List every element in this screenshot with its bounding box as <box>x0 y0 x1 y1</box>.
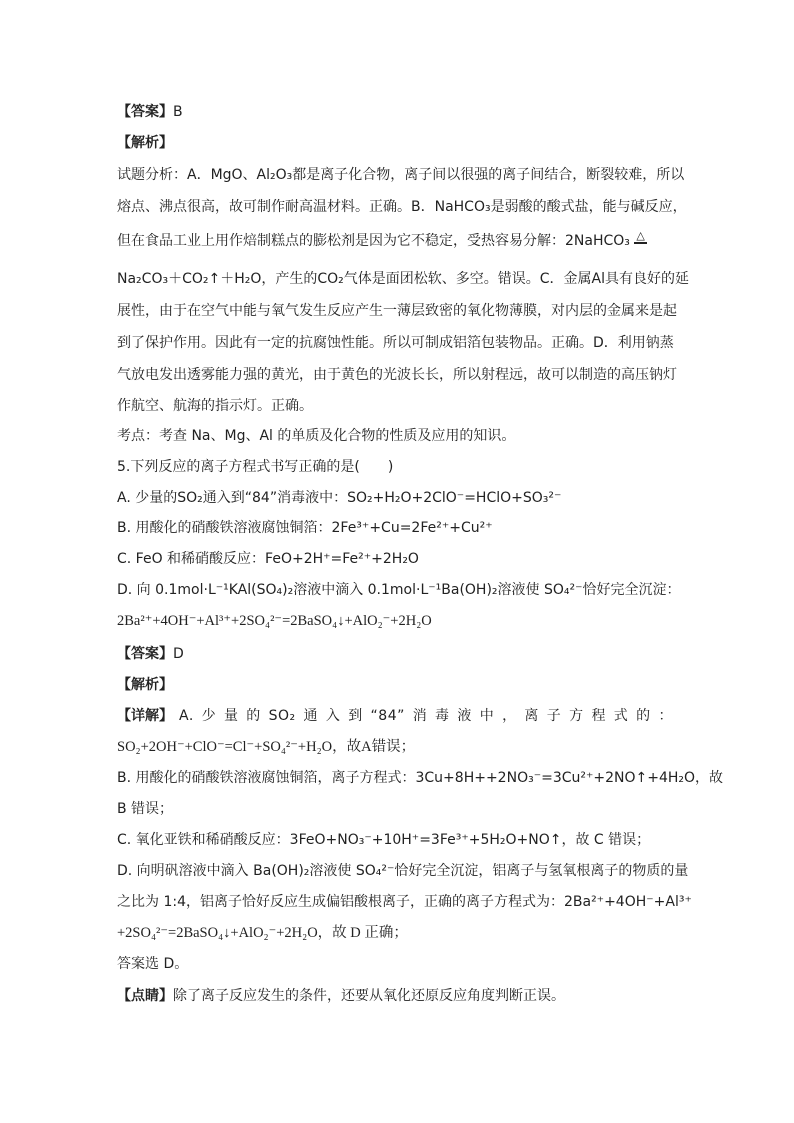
analysis-line: 展性，由于在空气中能与氧气发生反应产生一薄层致密的氧化物薄膜，对内层的金属来是起 <box>117 303 677 319</box>
detail-text: A.少量的SO₂通入到“84”消毒液中，离子方程式的： <box>179 708 673 724</box>
analysis-line: 气放电发出透雾能力强的黄光，由于黄色的光波长长，所以射程远，故可以制造的高压钠灯 <box>117 367 677 383</box>
detail-tag: 【详解】 <box>117 708 173 724</box>
option-b: B. 用酸化的硝酸铁溶液腐蚀铜箔：2Fe³⁺+Cu=2Fe²⁺+Cu²⁺ <box>117 520 493 536</box>
detail-line <box>117 706 673 726</box>
answer-line <box>117 644 184 664</box>
analysis-line: 作航空、航海的指示灯。正确。 <box>117 398 313 414</box>
analysis-line: 到了保护作用。因此有一定的抗腐蚀性能。所以可制成铝箔包装物品。正确。D．利用钠蒸 <box>117 335 674 351</box>
detail-line: C. 氧化亚铁和稀硝酸反应：3FeO+NO₃⁻+10H⁺=3Fe³⁺+5H₂O+NO↑，故 C 错误； <box>117 832 651 848</box>
note-line <box>117 986 565 1006</box>
answer-tag: 【答案】 <box>117 646 173 662</box>
detail-line: +2SO₄²⁻=2BaSO₄↓+AlO₂⁻+2H₂O，故 D 正确； <box>117 925 408 941</box>
detail-line: D. 向明矾溶液中滴入 Ba(OH)₂溶液使 SO₄²⁻恰好完全沉淀，铝离子与氢氧根离子的物质的量 <box>117 863 689 879</box>
detail-line: B 错误； <box>117 801 174 817</box>
analysis-line: 熔点、沸点很高，故可制作耐高温材料。正确。B．NaHCO₃是弱酸的酸式盐，能与碱反应， <box>117 199 687 215</box>
analysis-text: 但在食品工业上用作焙制糕点的膨松剂是因为它不稳定，受热容易分解：2NaHCO₃ <box>117 233 630 249</box>
analysis-tag: 【解析】 <box>117 135 173 151</box>
detail-line: SO₂+2OH⁻+ClO⁻=Cl⁻+SO₄²⁻+H₂O，故A错误； <box>117 739 416 755</box>
key-point-line: 考点：考查 Na、Mg、Al 的单质及化合物的性质及应用的知识。 <box>117 428 516 444</box>
note-tag: 【点睛】 <box>117 988 173 1004</box>
answer-value: B <box>173 104 183 120</box>
option-d-equation: 2Ba²⁺+4OH⁻+Al³⁺+2SO₄²⁻=2BaSO₄↓+AlO₂⁻+2H₂O <box>117 613 432 629</box>
option-c: C. FeO 和稀硝酸反应：FeO+2H⁺=Fe²⁺+2H₂O <box>117 551 419 567</box>
answer-tag: 【答案】 <box>117 104 173 120</box>
option-a: A. 少量的SO₂通入到“84”消毒液中：SO₂+H₂O+2ClO⁻=HClO+SO₃²⁻ <box>117 490 562 506</box>
heating-condition-icon: △ <box>636 229 645 242</box>
analysis-line: 试题分析：A．MgO、Al₂O₃都是离子化合物，离子间以很强的离子间结合，断裂较难，所以 <box>117 167 685 183</box>
analysis-line: Na₂CO₃＋CO₂↑＋H₂O，产生的CO₂气体是面团松软、多空。错误。C．金属Al具有良好的延 <box>117 271 690 287</box>
detail-line: B. 用酸化的硝酸铁溶液腐蚀铜箔，离子方程式：3Cu+8H++2NO₃⁻=3Cu²⁺+2NO↑+4H₂O，故 <box>117 770 724 786</box>
detail-line: 之比为 1:4，铝离子恰好反应生成偏铝酸根离子，正确的离子方程式为：2Ba²⁺+4OH⁻+Al³⁺ <box>117 894 692 910</box>
detail-line: 答案选 D。 <box>117 956 189 972</box>
note-text: 除了离子反应发生的条件，还要从氧化还原反应角度判断正误。 <box>173 988 565 1004</box>
question-stem: 5.下列反应的离子方程式书写正确的是( ) <box>117 459 394 475</box>
answer-value: D <box>173 646 184 662</box>
option-d: D. 向 0.1mol·L⁻¹KAl(SO₄)₂溶液中滴入 0.1mol·L⁻¹Ba(OH)₂溶液使 SO₄²⁻恰好完全沉淀： <box>117 582 681 598</box>
answer-line <box>117 102 183 122</box>
analysis-line <box>117 229 647 251</box>
analysis-tag: 【解析】 <box>117 677 173 693</box>
